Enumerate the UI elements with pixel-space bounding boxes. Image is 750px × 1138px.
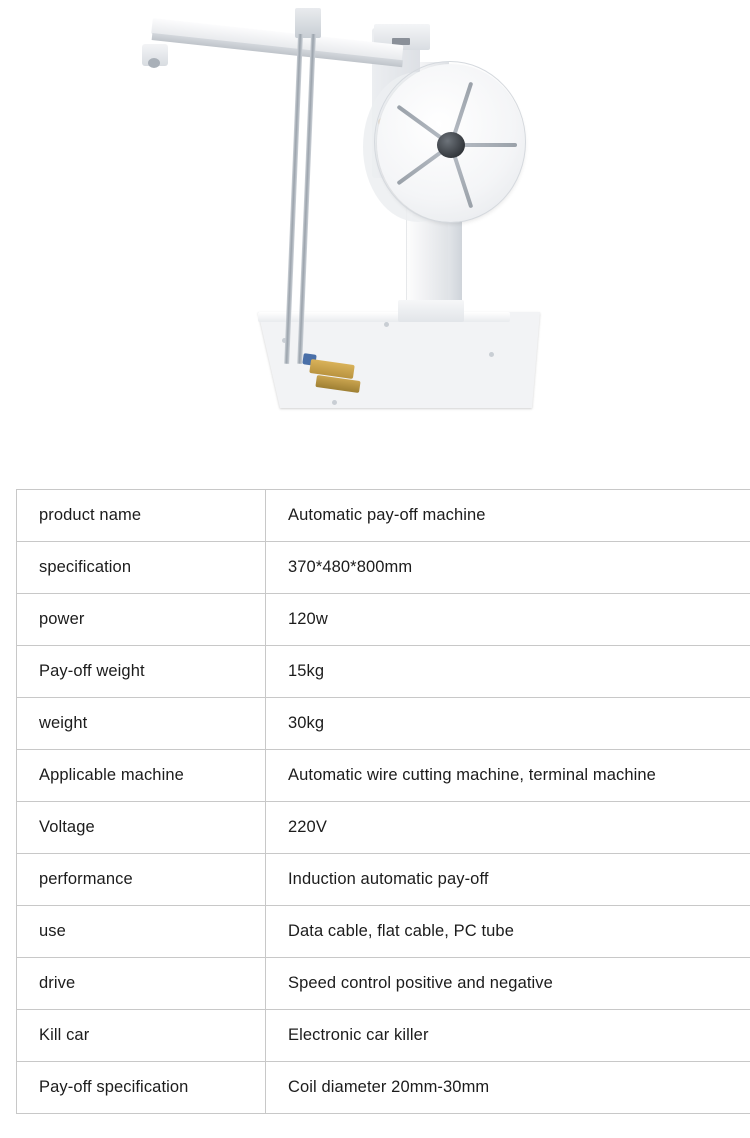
table-row: [17, 698, 750, 750]
spec-value: Induction automatic pay-off: [266, 854, 750, 906]
reel-hub: [437, 132, 465, 158]
wire-eyelet: [148, 58, 160, 68]
table-row: [17, 490, 750, 542]
spec-key: drive: [17, 958, 266, 1010]
specification-table-body: [17, 490, 750, 1114]
specification-table: [16, 489, 750, 1114]
spec-value: Automatic pay-off machine: [266, 490, 750, 542]
spec-key: specification: [17, 542, 266, 594]
specification-table-wrapper: [16, 489, 734, 1114]
spec-value: 220V: [266, 802, 750, 854]
base-screw: [489, 352, 494, 357]
base-screw: [384, 322, 389, 327]
spec-value: 30kg: [266, 698, 750, 750]
spec-key: Voltage: [17, 802, 266, 854]
machine-base-plate-top: [258, 312, 510, 322]
product-photo: [0, 0, 750, 470]
spec-key: product name: [17, 490, 266, 542]
base-screw: [332, 400, 337, 405]
spec-key: use: [17, 906, 266, 958]
spec-key: power: [17, 594, 266, 646]
spec-value: Coil diameter 20mm-30mm: [266, 1062, 750, 1114]
machine-column-foot: [398, 300, 464, 322]
spec-key: Kill car: [17, 1010, 266, 1062]
spec-value: Electronic car killer: [266, 1010, 750, 1062]
table-row: [17, 594, 750, 646]
table-row: [17, 906, 750, 958]
spec-value: 370*480*800mm: [266, 542, 750, 594]
spec-value: Automatic wire cutting machine, terminal machine: [266, 750, 750, 802]
spec-value: 120w: [266, 594, 750, 646]
table-row: [17, 854, 750, 906]
table-row: [17, 646, 750, 698]
spec-key: weight: [17, 698, 266, 750]
spec-key: Pay-off weight: [17, 646, 266, 698]
table-row: [17, 958, 750, 1010]
table-row: [17, 802, 750, 854]
spec-value: 15kg: [266, 646, 750, 698]
spec-key: performance: [17, 854, 266, 906]
table-row: [17, 1062, 750, 1114]
table-row: [17, 542, 750, 594]
table-row: [17, 750, 750, 802]
table-row: [17, 1010, 750, 1062]
spec-value: Speed control positive and negative: [266, 958, 750, 1010]
spec-key: Pay-off specification: [17, 1062, 266, 1114]
spec-value: Data cable, flat cable, PC tube: [266, 906, 750, 958]
spec-key: Applicable machine: [17, 750, 266, 802]
